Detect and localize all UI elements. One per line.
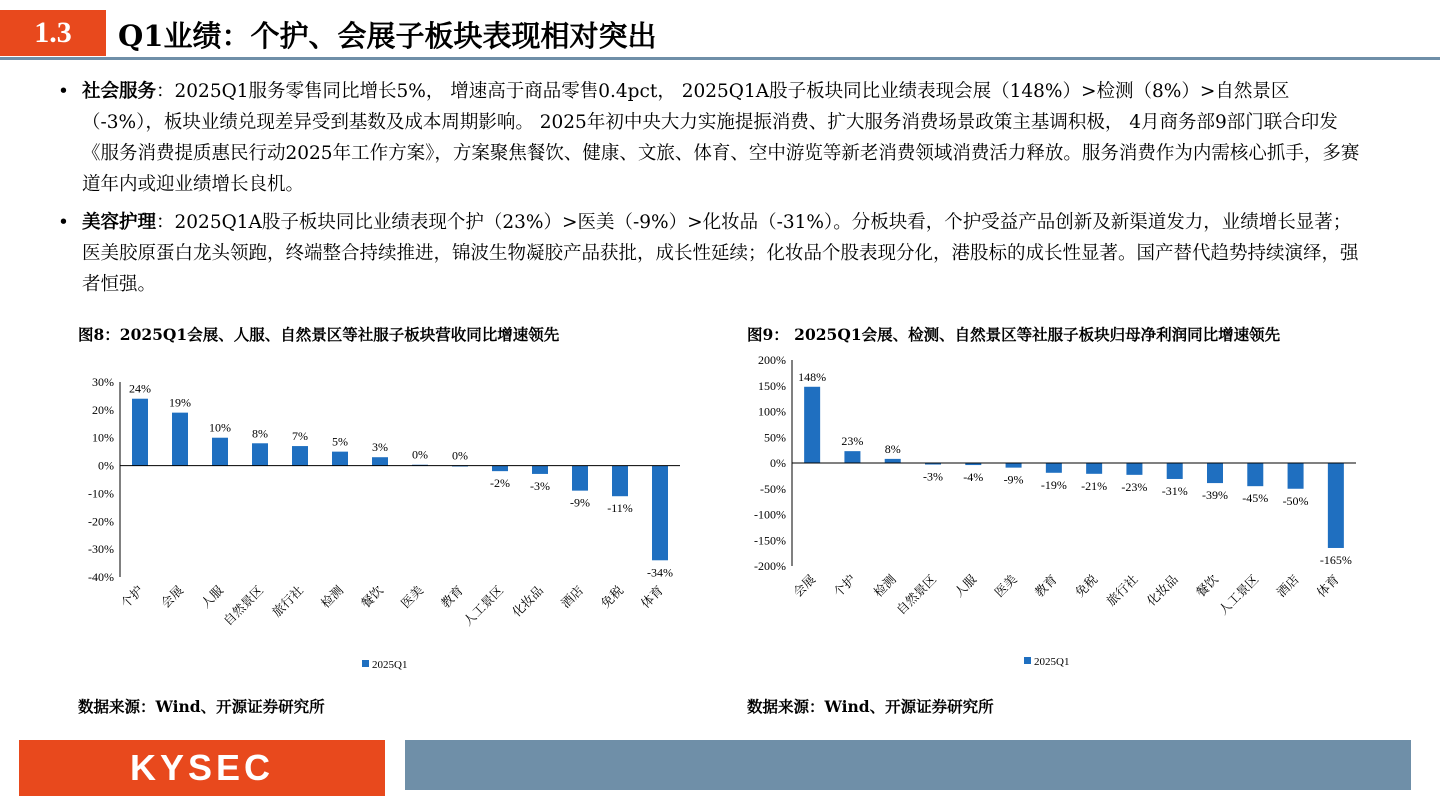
category-label: 自然景区 xyxy=(893,572,940,618)
legend-label: 2025Q1 xyxy=(1034,656,1070,668)
category-label: 免税 xyxy=(1072,572,1101,600)
category-label: 个护 xyxy=(118,583,147,611)
category-label: 医美 xyxy=(398,583,427,611)
bar xyxy=(532,466,548,474)
data-label: 24% xyxy=(129,381,151,396)
y-tick-label: -150% xyxy=(754,533,786,548)
bar xyxy=(1126,463,1142,475)
data-label: -45% xyxy=(1242,491,1269,506)
y-tick-label: 100% xyxy=(758,404,786,419)
section-number: 1.3 xyxy=(0,10,106,56)
bullet-item-beauty-care xyxy=(58,207,1368,300)
y-tick-label: 50% xyxy=(764,430,786,445)
y-tick-label: 200% xyxy=(758,353,786,367)
bar xyxy=(885,459,901,463)
bullet-text: ：2025Q1A股子板块同比业绩表现个护（23%）>医美（-9%）>化妆品（-31%）。分板块看，个护受益产品创新及新渠道发力，业绩增长显著；医美胶原蛋白龙头领跑，终端整合持续推进，锦波生物凝胶产品获批，成长性延续；化妆品个股表现分化，港股标的成长性显著。国产替代趋势持续演绎，强者恒强。 xyxy=(82,212,1359,295)
bar xyxy=(1086,463,1102,474)
chart-net-profit-growth xyxy=(740,345,1420,685)
category-label: 旅行社 xyxy=(1104,572,1141,609)
footer-bar xyxy=(405,740,1411,790)
y-tick-label: -20% xyxy=(88,514,114,529)
data-label: -23% xyxy=(1121,479,1148,494)
bar xyxy=(332,452,348,466)
category-label: 免税 xyxy=(598,583,627,611)
figure-8-source: 数据来源：Wind、开源证券研究所 xyxy=(78,697,325,716)
y-tick-label: -200% xyxy=(754,559,786,573)
category-label: 教育 xyxy=(1032,572,1060,600)
y-tick-label: 150% xyxy=(758,378,786,393)
data-label: -11% xyxy=(607,501,633,516)
bar xyxy=(292,446,308,466)
bar xyxy=(612,466,628,497)
bar xyxy=(1247,463,1263,486)
category-label: 化妆品 xyxy=(509,583,547,620)
bar xyxy=(132,399,148,466)
bar xyxy=(804,387,820,463)
category-label: 会展 xyxy=(158,583,187,611)
kysec-logo: KYSEC xyxy=(19,740,385,796)
category-label: 个护 xyxy=(830,572,859,600)
bar xyxy=(572,466,588,491)
legend-swatch xyxy=(1024,657,1031,664)
data-label: -19% xyxy=(1040,477,1067,492)
data-label: -31% xyxy=(1161,483,1188,498)
bar xyxy=(1288,463,1304,489)
bar xyxy=(372,457,388,465)
data-label: -39% xyxy=(1202,488,1228,503)
bar xyxy=(492,466,508,472)
category-label: 体育 xyxy=(1314,572,1342,600)
bar xyxy=(652,466,668,561)
bar xyxy=(252,443,268,465)
category-label: 酒店 xyxy=(1274,572,1302,600)
category-label: 体育 xyxy=(638,583,667,611)
data-label: -21% xyxy=(1081,478,1108,493)
category-label: 教育 xyxy=(438,583,467,611)
y-tick-label: 10% xyxy=(92,430,114,445)
bullet-dot: • xyxy=(58,81,69,102)
data-label: 10% xyxy=(209,420,231,435)
chart-revenue-growth xyxy=(70,355,710,685)
y-tick-label: 20% xyxy=(92,402,114,417)
data-label: 0% xyxy=(412,447,428,462)
data-label: 19% xyxy=(169,395,191,410)
category-label: 检测 xyxy=(318,583,347,611)
legend-swatch xyxy=(362,660,369,667)
data-label: -34% xyxy=(647,565,673,580)
bullet-item-social-services xyxy=(58,76,1368,200)
figure-8-title: 图8：2025Q1会展、人服、自然景区等社服子板块营收同比增速领先 xyxy=(78,325,560,344)
data-label: 8% xyxy=(884,441,901,456)
category-label: 酒店 xyxy=(558,583,587,611)
bar xyxy=(212,438,228,466)
data-label: -3% xyxy=(923,469,943,484)
bullet-keyword: 社会服务 xyxy=(82,81,157,102)
data-label: 7% xyxy=(292,429,308,444)
y-tick-label: 30% xyxy=(92,375,114,389)
category-label: 人服 xyxy=(198,583,227,611)
bar xyxy=(1207,463,1223,483)
category-label: 餐饮 xyxy=(358,583,387,611)
bullet-dot: • xyxy=(58,212,69,233)
data-label: -4% xyxy=(963,470,984,485)
data-label: 148% xyxy=(798,369,827,384)
figure-9-title: 图9： 2025Q1会展、检测、自然景区等社服子板块归母净利润同比增速领先 xyxy=(747,325,1281,344)
category-label: 检测 xyxy=(871,572,899,600)
data-label: 8% xyxy=(252,426,268,441)
bar xyxy=(844,451,860,463)
data-label: -50% xyxy=(1282,493,1309,508)
category-label: 人工景区 xyxy=(460,583,507,629)
bar xyxy=(1046,463,1062,473)
category-label: 人服 xyxy=(951,572,980,600)
data-label: -9% xyxy=(570,495,590,510)
data-label: -2% xyxy=(490,476,510,491)
data-label: -165% xyxy=(1319,552,1352,567)
bar xyxy=(172,413,188,466)
bar xyxy=(1167,463,1183,479)
bar xyxy=(1006,463,1022,468)
category-label: 医美 xyxy=(992,572,1020,600)
bullet-keyword: 美容护理 xyxy=(82,212,157,233)
y-tick-label: 0% xyxy=(98,458,114,473)
data-label: 5% xyxy=(332,434,348,449)
page-title: Q1业绩：个护、会展子板块表现相对突出 xyxy=(118,18,657,53)
data-label: 23% xyxy=(841,434,864,449)
y-tick-label: -100% xyxy=(754,507,786,522)
category-label: 会展 xyxy=(790,572,819,600)
data-label: -3% xyxy=(530,478,550,493)
category-label: 旅行社 xyxy=(269,583,307,620)
y-tick-label: -40% xyxy=(88,570,114,584)
data-label: 0% xyxy=(452,448,468,463)
y-tick-label: 0% xyxy=(770,456,786,470)
bullet-text: ：2025Q1服务零售同比增长5%， 增速高于商品零售0.4pct， 2025Q1A股子板块同比业绩表现会展（148%）>检测（8%）>自然景区（-3%），板块业绩兑现差异受到基数及成本周期影响。 2025年初中央大力实施提振消费、扩大服务消费场景政策主基调积极， 4月商务部9部门联合印发《服务消费提质惠民行动2025年工作方案》，方案聚焦餐饮、健康、文旅、体育、空中游览等新老消费领域消费活力释放。服务消费作为内需核心抓手，多赛道年内或迎业绩增长良机。 xyxy=(82,81,1360,195)
figure-9-source: 数据来源：Wind、开源证券研究所 xyxy=(747,697,994,716)
category-label: 化妆品 xyxy=(1144,572,1181,609)
legend-label: 2025Q1 xyxy=(372,659,408,671)
data-label: 3% xyxy=(372,440,388,455)
y-tick-label: -50% xyxy=(760,481,786,496)
y-tick-label: -30% xyxy=(88,542,114,557)
data-label: -9% xyxy=(1003,472,1024,487)
header-divider xyxy=(0,57,1440,60)
bar xyxy=(1328,463,1344,548)
category-label: 自然景区 xyxy=(220,583,267,629)
category-label: 餐饮 xyxy=(1193,572,1222,600)
category-label: 人工景区 xyxy=(1216,572,1262,618)
y-tick-label: -10% xyxy=(88,486,114,501)
bullet-list xyxy=(58,76,1368,307)
